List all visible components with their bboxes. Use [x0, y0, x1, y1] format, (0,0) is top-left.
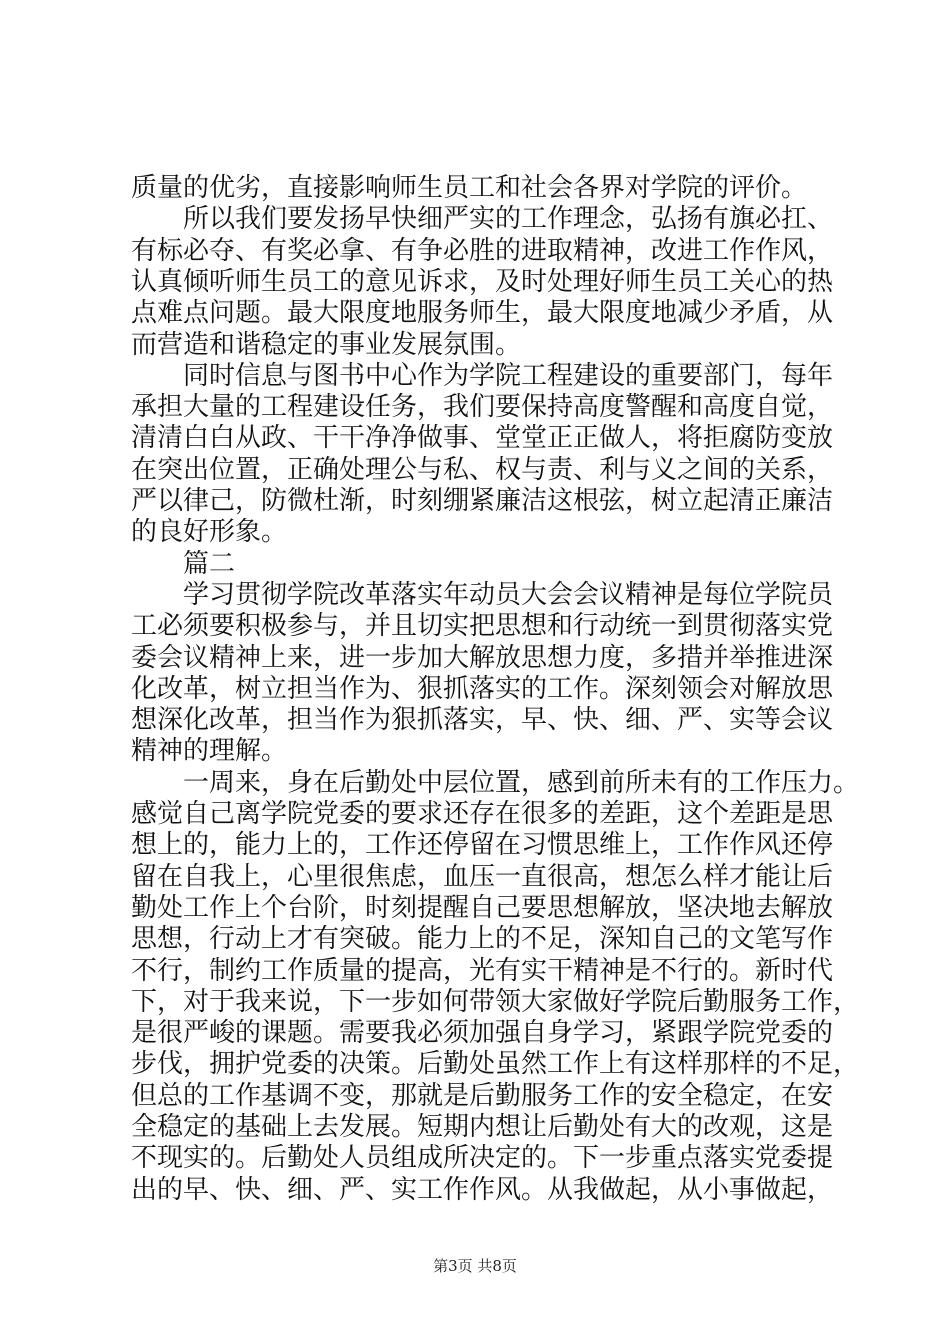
- text-line: 质量的优劣，直接影响师生员工和社会各界对学院的评价。: [131, 173, 808, 203]
- text-line: 勤处工作上个台阶，时刻提醒自己要思想解放，坚决地去解放: [131, 892, 834, 923]
- text-line: 工必须要积极参与，并且切实把思想和行动统一到贯彻落实党: [131, 611, 834, 642]
- text-line: 思想，行动上才有突破。能力上的不足，深知自己的文笔写作: [131, 924, 834, 955]
- text-line: 化改革，树立担当作为、狠抓落实的工作。深刻领会对解放思: [131, 673, 834, 704]
- text-line: 有标必夺、有奖必拿、有争必胜的进取精神，改进工作作风，: [131, 235, 834, 266]
- page-footer: 第3页 共8页: [433, 1257, 517, 1275]
- text-line: 严以律己，防微杜渐，时刻绷紧廉洁这根弦，树立起清正廉洁: [131, 486, 834, 516]
- text-line: 但总的工作基调不变，那就是后勤服务工作的安全稳定，在安: [131, 1080, 834, 1111]
- text-line: 委会议精神上来，进一步加大解放思想力度，多措并举推进深: [131, 642, 834, 673]
- text-line: 步伐，拥护党委的决策。后勤处虽然工作上有这样那样的不足，: [131, 1049, 860, 1080]
- text-line: 篇二: [183, 548, 236, 579]
- text-line: 点难点问题。最大限度地服务师生，最大限度地减少矛盾，从: [131, 298, 834, 329]
- text-line: 承担大量的工程建设任务，我们要保持高度警醒和高度自觉，: [131, 392, 834, 423]
- text-line: 不行，制约工作质量的提高，光有实干精神是不行的。新时代: [131, 955, 834, 986]
- text-line: 所以我们要发扬早快细严实的工作理念，弘扬有旗必扛、: [183, 204, 834, 235]
- text-line: 而营造和谐稳定的事业发展氛围。: [131, 329, 522, 360]
- text-line: 认真倾听师生员工的意见诉求，及时处理好师生员工关心的热: [131, 266, 834, 297]
- text-line: 下，对于我来说，下一步如何带领大家做好学院后勤服务工作，: [131, 986, 860, 1017]
- text-line: 全稳定的基础上去发展。短期内想让后勤处有大的改观，这是: [131, 1112, 834, 1142]
- text-line: 一周来，身在后勤处中层位置，感到前所未有的工作压力。: [183, 767, 860, 798]
- text-line: 想上的，能力上的，工作还停留在习惯思维上，工作作风还停: [131, 830, 834, 861]
- text-line: 清清白白从政、干干净净做事、堂堂正正做人，将拒腐防变放: [131, 423, 834, 454]
- text-line: 想深化改革，担当作为狠抓落实，早、快、细、严、实等会议: [131, 705, 834, 736]
- text-line: 留在自我上，心里很焦虑，血压一直很高，想怎么样才能让后: [131, 861, 834, 892]
- text-line: 在突出位置，正确处理公与私、权与责、利与义之间的关系，: [131, 454, 834, 485]
- text-line: 的良好形象。: [131, 517, 288, 548]
- text-line: 学习贯彻学院改革落实年动员大会会议精神是每位学院员: [183, 579, 834, 610]
- text-line: 不现实的。后勤处人员组成所决定的。下一步重点落实党委提: [131, 1143, 834, 1174]
- text-line: 感觉自己离学院党委的要求还存在很多的差距，这个差距是思: [131, 799, 834, 829]
- text-line: 是很严峻的课题。需要我必须加强自身学习，紧跟学院党委的: [131, 1018, 834, 1049]
- text-line: 精神的理解。: [131, 736, 288, 767]
- text-line: 同时信息与图书中心作为学院工程建设的重要部门，每年: [183, 360, 834, 391]
- text-line: 出的早、快、细、严、实工作作风。从我做起，从小事做起，: [131, 1174, 834, 1205]
